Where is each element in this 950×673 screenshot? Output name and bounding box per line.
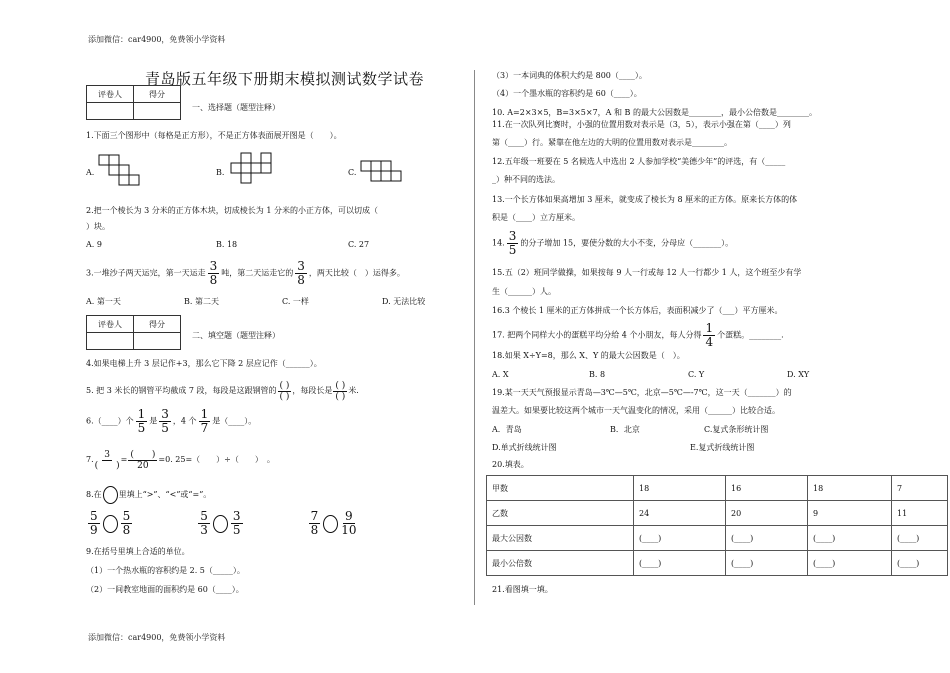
fraction: $\frac{3}{5}$ bbox=[508, 229, 517, 257]
score-box-grader: 评卷人 bbox=[87, 86, 134, 103]
column-divider bbox=[474, 70, 475, 605]
blank-cell[interactable]: (____) bbox=[808, 551, 892, 576]
fraction: $\frac{3}{5}$ bbox=[161, 407, 169, 435]
score-box-score: 得分 bbox=[134, 86, 181, 103]
blank-cell[interactable]: (____) bbox=[634, 526, 726, 551]
header-note: 添加微信：car4900，免费领小学资料 bbox=[88, 35, 226, 44]
q18-option-a: A. X bbox=[492, 370, 509, 379]
question-2-end: ）块。 bbox=[86, 222, 110, 231]
q3-option-d: D. 无法比较 bbox=[382, 297, 426, 306]
question-1: 1.下面三个图形中（每格是正方形），不是正方体表面展开图是（ ）。 bbox=[86, 131, 342, 140]
table-row: 最大公因数 (____) (____) (____) (____) bbox=[487, 526, 948, 551]
q9-item-2: （2）一间教室地面的面积约是 60（____）。 bbox=[86, 585, 244, 594]
compare-circle-icon[interactable] bbox=[323, 515, 338, 533]
blank-cell[interactable]: (____) bbox=[892, 526, 948, 551]
comparison-item[interactable]: $\frac{7}{8}$ $\frac{9}{10}$ bbox=[310, 509, 357, 537]
q8-comparisons bbox=[86, 510, 358, 537]
cube-net-figure-c bbox=[360, 160, 406, 194]
question-2: 2.把一个棱长为 3 分米的正方体木块，切成棱长为 1 分米的小正方体，可以切成（ bbox=[86, 206, 378, 215]
footer-note: 添加微信：car4900，免费领小学资料 bbox=[88, 633, 226, 642]
fraction: $\frac{1}{7}$ bbox=[200, 407, 209, 435]
question-15: 15.五（2）班同学做操，如果按每 9 人一行或每 12 人一行都少 1 人，这个班至少有学 bbox=[492, 268, 802, 277]
q18-option-c: C. Y bbox=[688, 370, 705, 379]
score-box bbox=[86, 85, 181, 120]
blank-cell[interactable]: (____) bbox=[726, 526, 808, 551]
q2-option-c: C. 27 bbox=[348, 240, 370, 249]
fraction: $\frac{3}{8}$ bbox=[209, 259, 218, 287]
q9-item-4: （4）一个墨水瓶的容积约是 60（____）。 bbox=[492, 89, 642, 98]
question-10: 10. A=2×3×5，B=3×5×7，A 和 B 的最大公因数是________，最小公倍数是________。 bbox=[492, 108, 817, 117]
question-19: 19.某一天天气预报显示青岛—3℃—5℃，北京—5℃—-7℃，这一天（_______）的 bbox=[492, 388, 792, 397]
question-6: 6.（____）个 $\frac{1}{5}$ 是 $\frac{3}{5}$ ，4 个 $\frac{1}{7}$ 是（____）。 bbox=[86, 407, 257, 435]
table-row: 甲数 18 16 18 7 bbox=[487, 476, 948, 501]
compare-circle-icon[interactable] bbox=[213, 515, 228, 533]
q3-option-b: B. 第二天 bbox=[184, 297, 219, 306]
q18-option-d: D. XY bbox=[787, 370, 810, 379]
q1-option-c: C. bbox=[348, 168, 357, 177]
fraction: $\frac{3}{( )}$ bbox=[94, 449, 120, 471]
q18-option-b: B. 8 bbox=[589, 370, 606, 379]
fraction: $\frac{1}{4}$ bbox=[705, 321, 714, 349]
table-row: 乙数 24 20 9 11 bbox=[487, 501, 948, 526]
cube-net-figure-a bbox=[98, 154, 144, 194]
score-box-2 bbox=[86, 315, 181, 350]
score-box-grader: 评卷人 bbox=[87, 316, 134, 333]
question-18: 18.如果 X÷Y=8，那么 X、Y 的最大公因数是（ ）。 bbox=[492, 351, 685, 360]
score-box-score: 得分 bbox=[134, 316, 181, 333]
q19-option-b: B．北京 bbox=[610, 425, 640, 434]
question-19-cont: 温差大。如果要比较这两个城市一天气温变化的情况，采用（______）比较合适。 bbox=[492, 406, 780, 415]
q3-option-c: C. 一样 bbox=[282, 297, 309, 306]
q19-option-a: A．青岛 bbox=[492, 425, 522, 434]
compare-circle-icon bbox=[103, 486, 118, 504]
section-fill: 二、填空题（题型注释） bbox=[192, 331, 280, 340]
question-9: 9.在括号里填上合适的单位。 bbox=[86, 547, 190, 556]
page-title: 青岛版五年级下册期末模拟测试数学试卷 bbox=[145, 70, 425, 88]
blank-cell[interactable]: (____) bbox=[892, 551, 948, 576]
q19-option-c: C.复式条形统计图 bbox=[704, 425, 769, 434]
question-13-cont: 积是（____）立方厘米。 bbox=[492, 213, 580, 222]
question-17: 17. 把两个同样大小的蛋糕平均分给 4 个小朋友，每人分得 $\frac{1}{4}$ 个蛋糕。________. bbox=[492, 321, 784, 349]
fill-table bbox=[486, 475, 948, 576]
table-row: 最小公倍数 (____) (____) (____) (____) bbox=[487, 551, 948, 576]
comparison-item[interactable]: $\frac{5}{9}$ $\frac{5}{8}$ bbox=[90, 509, 131, 537]
blank-cell[interactable]: (____) bbox=[634, 551, 726, 576]
q9-item-1: （1）一个热水瓶的容积约是 2. 5（_____）。 bbox=[86, 566, 245, 575]
question-8: 8.在 里填上“>”、“<”或“=”。 bbox=[86, 486, 211, 502]
question-12-cont: _）种不同的选法。 bbox=[492, 175, 560, 184]
question-12: 12.五年级一班要在 5 名候选人中选出 2 人参加学校“美德少年”的评选，有（_____ bbox=[492, 157, 786, 166]
q19-option-d: D.单式折线统计图 bbox=[492, 443, 557, 452]
fraction: $\frac{( )}{20}$ bbox=[130, 449, 156, 471]
q9-item-3: （3）一本词典的体积大约是 800（____）。 bbox=[492, 71, 647, 80]
q19-option-e: E.复式折线统计图 bbox=[690, 443, 755, 452]
fraction: $\frac{3}{8}$ bbox=[297, 259, 305, 287]
q2-option-a: A. 9 bbox=[86, 240, 102, 249]
compare-circle-icon[interactable] bbox=[103, 515, 118, 533]
q2-option-b: B. 18 bbox=[216, 240, 238, 249]
blank-cell[interactable]: (____) bbox=[808, 526, 892, 551]
fraction: $\frac{( )}{( )}$ bbox=[335, 380, 346, 402]
question-11: 11.在一次队列比赛时，小强的位置用数对表示是（3，5），表示小强在第（____）列 bbox=[492, 120, 791, 129]
question-3: 3.一堆沙子两天运完，第一天运走 $\frac{3}{8}$ 吨，第二天运走它的 $\frac{3}{8}$ ，两天比较（ ）运得多。 bbox=[86, 259, 405, 287]
question-14: 14. $\frac{3}{5}$ 的分子增加 15，要使分数的大小不变，分母应（_______）。 bbox=[492, 229, 734, 257]
q1-option-b: B. bbox=[216, 168, 225, 177]
question-7: 7. $\frac{3}{( )}$ = $\frac{( )}{20}$ =0. 25=（ ）÷（ ） 。 bbox=[86, 449, 275, 471]
question-15-cont: 生（______）人。 bbox=[492, 287, 556, 296]
q3-option-a: A. 第一天 bbox=[86, 297, 121, 306]
q1-option-a: A. bbox=[86, 168, 95, 177]
question-20: 20.填表。 bbox=[492, 460, 529, 469]
question-4: 4.如果电梯上升 3 层记作+3，那么它下降 2 层应记作（______）。 bbox=[86, 359, 322, 368]
fraction: $\frac{1}{5}$ bbox=[137, 407, 146, 435]
cube-net-figure-b bbox=[230, 152, 276, 192]
blank-cell[interactable]: (____) bbox=[726, 551, 808, 576]
question-11-cont: 第（____）行。紧靠在他左边的大明的位置用数对表示是________。 bbox=[492, 138, 732, 147]
fraction: $\frac{( )}{( )}$ bbox=[279, 380, 290, 402]
question-5: 5. 把 3 米长的钢管平均截成 7 段，每段是这跟钢管的 $\frac{( )}{( )}$ ，每段长是 $\frac{( )}{( )}$ 米. bbox=[86, 380, 359, 402]
section-choice: 一、选择题（题型注释） bbox=[192, 103, 280, 112]
comparison-item[interactable]: $\frac{5}{3}$ $\frac{3}{5}$ bbox=[200, 509, 241, 537]
question-21: 21.看图填一填。 bbox=[492, 585, 553, 594]
question-13: 13.一个长方体如果高增加 3 厘米，就变成了棱长为 8 厘米的正方体。原来长方体的体 bbox=[492, 195, 798, 204]
question-16: 16.3 个棱长 1 厘米的正方体拼成一个长方体后，表面积减少了（___）平方厘米。 bbox=[492, 306, 783, 315]
